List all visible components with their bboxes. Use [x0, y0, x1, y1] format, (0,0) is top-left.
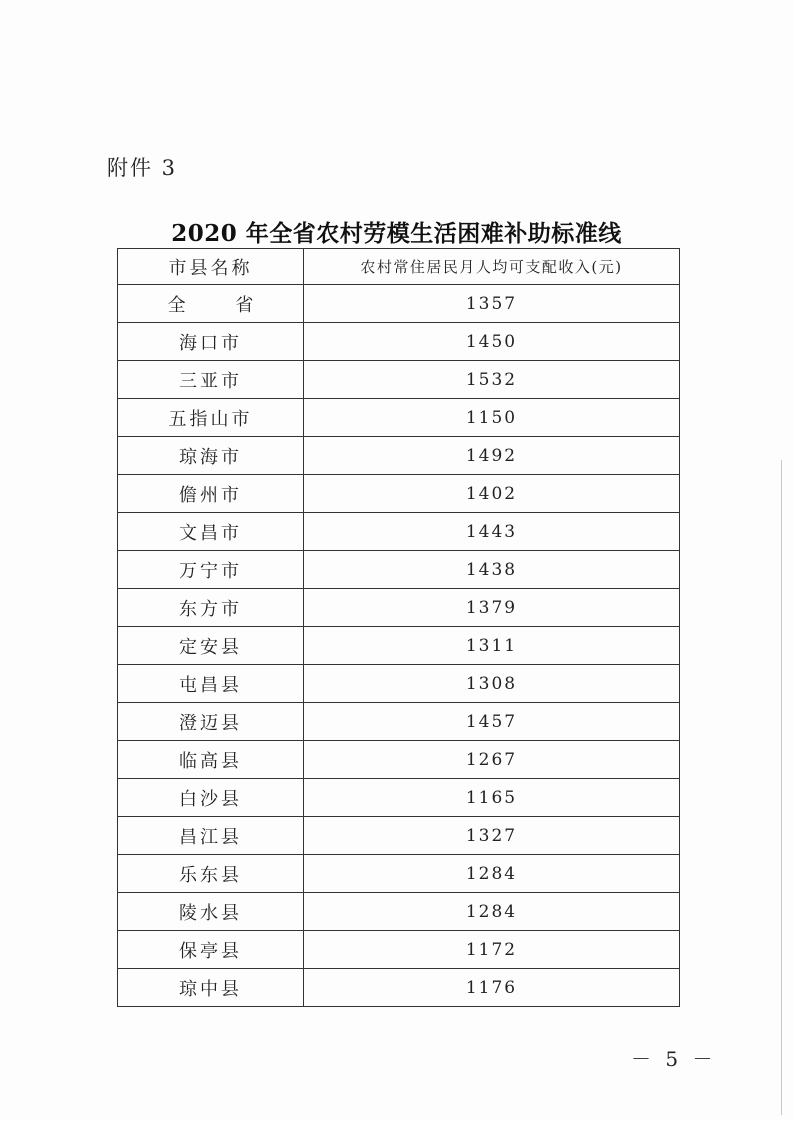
header-county-name: 市县名称 — [118, 249, 304, 285]
table-row — [118, 741, 680, 779]
table-row — [118, 855, 680, 893]
row-name: 屯昌县 — [118, 665, 304, 703]
row-name: 文昌市 — [118, 513, 304, 551]
table-row — [118, 437, 680, 475]
row-name: 全 省 — [118, 285, 304, 323]
table-row — [118, 893, 680, 931]
row-value: 1443 — [304, 513, 680, 551]
table-row — [118, 285, 680, 323]
row-value: 1327 — [304, 817, 680, 855]
row-name: 澄迈县 — [118, 703, 304, 741]
scan-edge-line — [781, 460, 782, 1115]
row-name: 万宁市 — [118, 551, 304, 589]
table-row — [118, 513, 680, 551]
row-name: 海口市 — [118, 323, 304, 361]
row-value: 1284 — [304, 893, 680, 931]
row-name: 乐东县 — [118, 855, 304, 893]
row-value: 1284 — [304, 855, 680, 893]
row-name: 陵水县 — [118, 893, 304, 931]
table-row — [118, 589, 680, 627]
table-row — [118, 703, 680, 741]
row-value: 1450 — [304, 323, 680, 361]
table-row — [118, 323, 680, 361]
row-value: 1172 — [304, 931, 680, 969]
row-name: 三亚市 — [118, 361, 304, 399]
row-value: 1267 — [304, 741, 680, 779]
row-name: 儋州市 — [118, 475, 304, 513]
page-number: － 5 － — [631, 1047, 717, 1071]
row-value: 1492 — [304, 437, 680, 475]
row-name: 定安县 — [118, 627, 304, 665]
row-name: 五指山市 — [118, 399, 304, 437]
document-title: 2020 年全省农村劳模生活困难补助标准线 — [171, 220, 622, 247]
table-row — [118, 665, 680, 703]
row-value: 1311 — [304, 627, 680, 665]
row-name: 临高县 — [118, 741, 304, 779]
table-row — [118, 475, 680, 513]
row-name: 白沙县 — [118, 779, 304, 817]
row-value: 1379 — [304, 589, 680, 627]
row-value: 1308 — [304, 665, 680, 703]
row-value: 1532 — [304, 361, 680, 399]
attachment-label: 附件 3 — [107, 156, 178, 180]
row-name: 琼海市 — [118, 437, 304, 475]
row-name: 昌江县 — [118, 817, 304, 855]
row-value: 1165 — [304, 779, 680, 817]
row-value: 1457 — [304, 703, 680, 741]
table-row — [118, 931, 680, 969]
table-row — [118, 779, 680, 817]
row-value: 1402 — [304, 475, 680, 513]
subsidy-standard-table — [117, 248, 680, 1007]
table-row — [118, 817, 680, 855]
header-monthly-income: 农村常住居民月人均可支配收入(元) — [304, 249, 680, 285]
row-name: 琼中县 — [118, 969, 304, 1007]
table-header-row — [118, 249, 680, 285]
row-value: 1438 — [304, 551, 680, 589]
row-name: 东方市 — [118, 589, 304, 627]
table-row — [118, 551, 680, 589]
row-value: 1357 — [304, 285, 680, 323]
row-value: 1150 — [304, 399, 680, 437]
row-name: 保亭县 — [118, 931, 304, 969]
table-row — [118, 627, 680, 665]
table-row — [118, 361, 680, 399]
row-value: 1176 — [304, 969, 680, 1007]
table-row — [118, 399, 680, 437]
table-row — [118, 969, 680, 1007]
